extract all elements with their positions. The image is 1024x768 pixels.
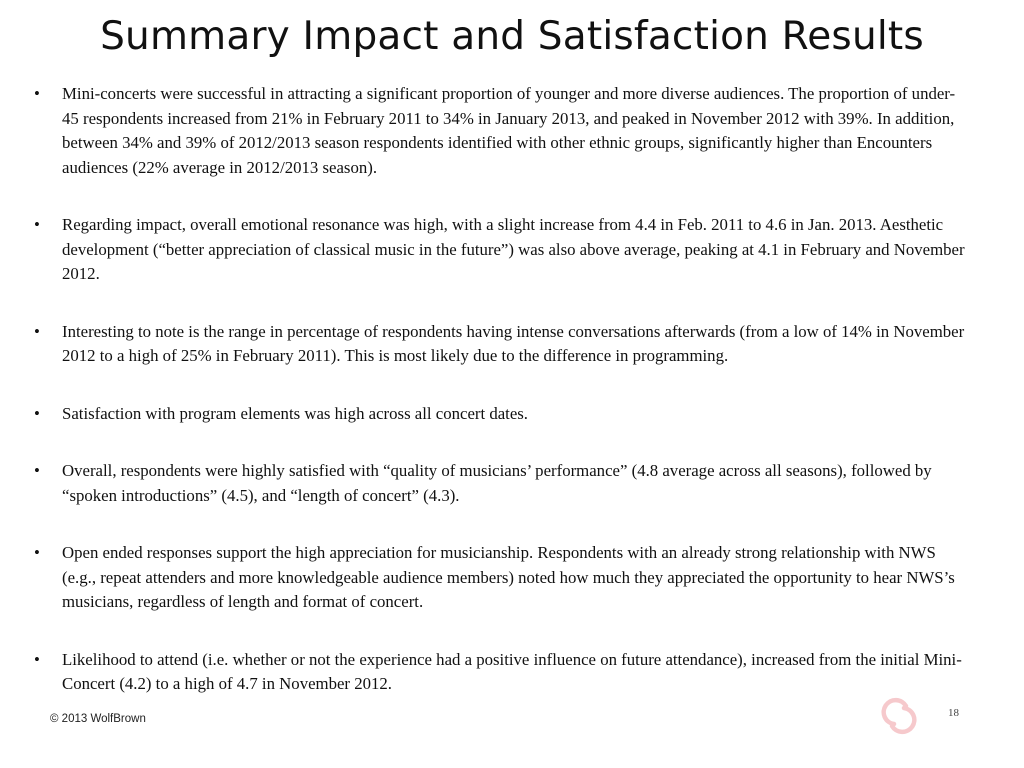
bullet-item bbox=[34, 541, 968, 615]
bullet-item bbox=[34, 82, 968, 180]
bullet-item bbox=[34, 213, 968, 287]
bullet-text: Overall, respondents were highly satisfied with “quality of musicians’ performance” (4.8 average across all seasons), followed by “spoken introductions” (4.5), and “length of concert” (4.3). bbox=[62, 461, 932, 505]
bullet-icon: • bbox=[34, 215, 40, 234]
page-number: 18 bbox=[948, 707, 959, 719]
bullet-icon: • bbox=[34, 84, 40, 103]
bullet-icon: • bbox=[34, 543, 40, 562]
bullet-text: Satisfaction with program elements was high across all concert dates. bbox=[62, 403, 529, 423]
bullet-text: Likelihood to attend (i.e. whether or not the experience had a positive influence on future attendance), increased from the initial Mini-Concert (4.2) to a high of 4.7 in November 2012. bbox=[62, 649, 962, 693]
bullet-text: Interesting to note is the range in percentage of respondents having intense conversations afterwards (from a low of 14% in November 2012 to a high of 25% in February 2011). This is most likely due to the difference in programming. bbox=[62, 321, 965, 365]
wolfbrown-logo-icon bbox=[876, 696, 922, 736]
bullet-icon: • bbox=[34, 649, 40, 669]
bullet-item bbox=[34, 320, 968, 369]
bullet-list bbox=[34, 82, 968, 697]
bullet-icon: • bbox=[34, 403, 40, 423]
bullet-text: Mini-concerts were successful in attracting a significant proportion of younger and more diverse audiences. The proportion of under-45 respondents increased from 21% in February 2011 to 34% in January 2013, and peaked in November 2012 with 39%. In addition, between 34% and 39% of 2012/2013 season respondents identified with other ethnic groups, significantly higher than Encounters audiences (22% average in 2012/2013 season). bbox=[62, 84, 956, 177]
bullet-icon: • bbox=[34, 461, 40, 480]
slide-title: Summary Impact and Satisfaction Results bbox=[100, 14, 924, 59]
bullet-item bbox=[34, 402, 968, 427]
bullet-item bbox=[34, 459, 968, 508]
bullet-text: Regarding impact, overall emotional resonance was high, with a slight increase from 4.4 in Feb. 2011 to 4.6 in Jan. 2013. Aesthetic development (“better appreciation of classical music in the future”) was also above average, peaking at 4.1 in February and November 2012. bbox=[62, 215, 965, 283]
copyright-notice: © 2013 WolfBrown bbox=[50, 713, 146, 725]
logo-arc-top bbox=[884, 700, 906, 724]
logo-arc-bottom bbox=[892, 708, 914, 732]
bullet-item bbox=[34, 648, 968, 697]
bullet-icon: • bbox=[34, 321, 40, 341]
bullet-text: Open ended responses support the high appreciation for musicianship. Respondents with an already strong relationship with NWS (e.g., repeat attenders and more knowledgeable audience members) noted how much they appreciated the opportunity to hear NWS’s musicians, regardless of length and format of concert. bbox=[62, 543, 955, 611]
